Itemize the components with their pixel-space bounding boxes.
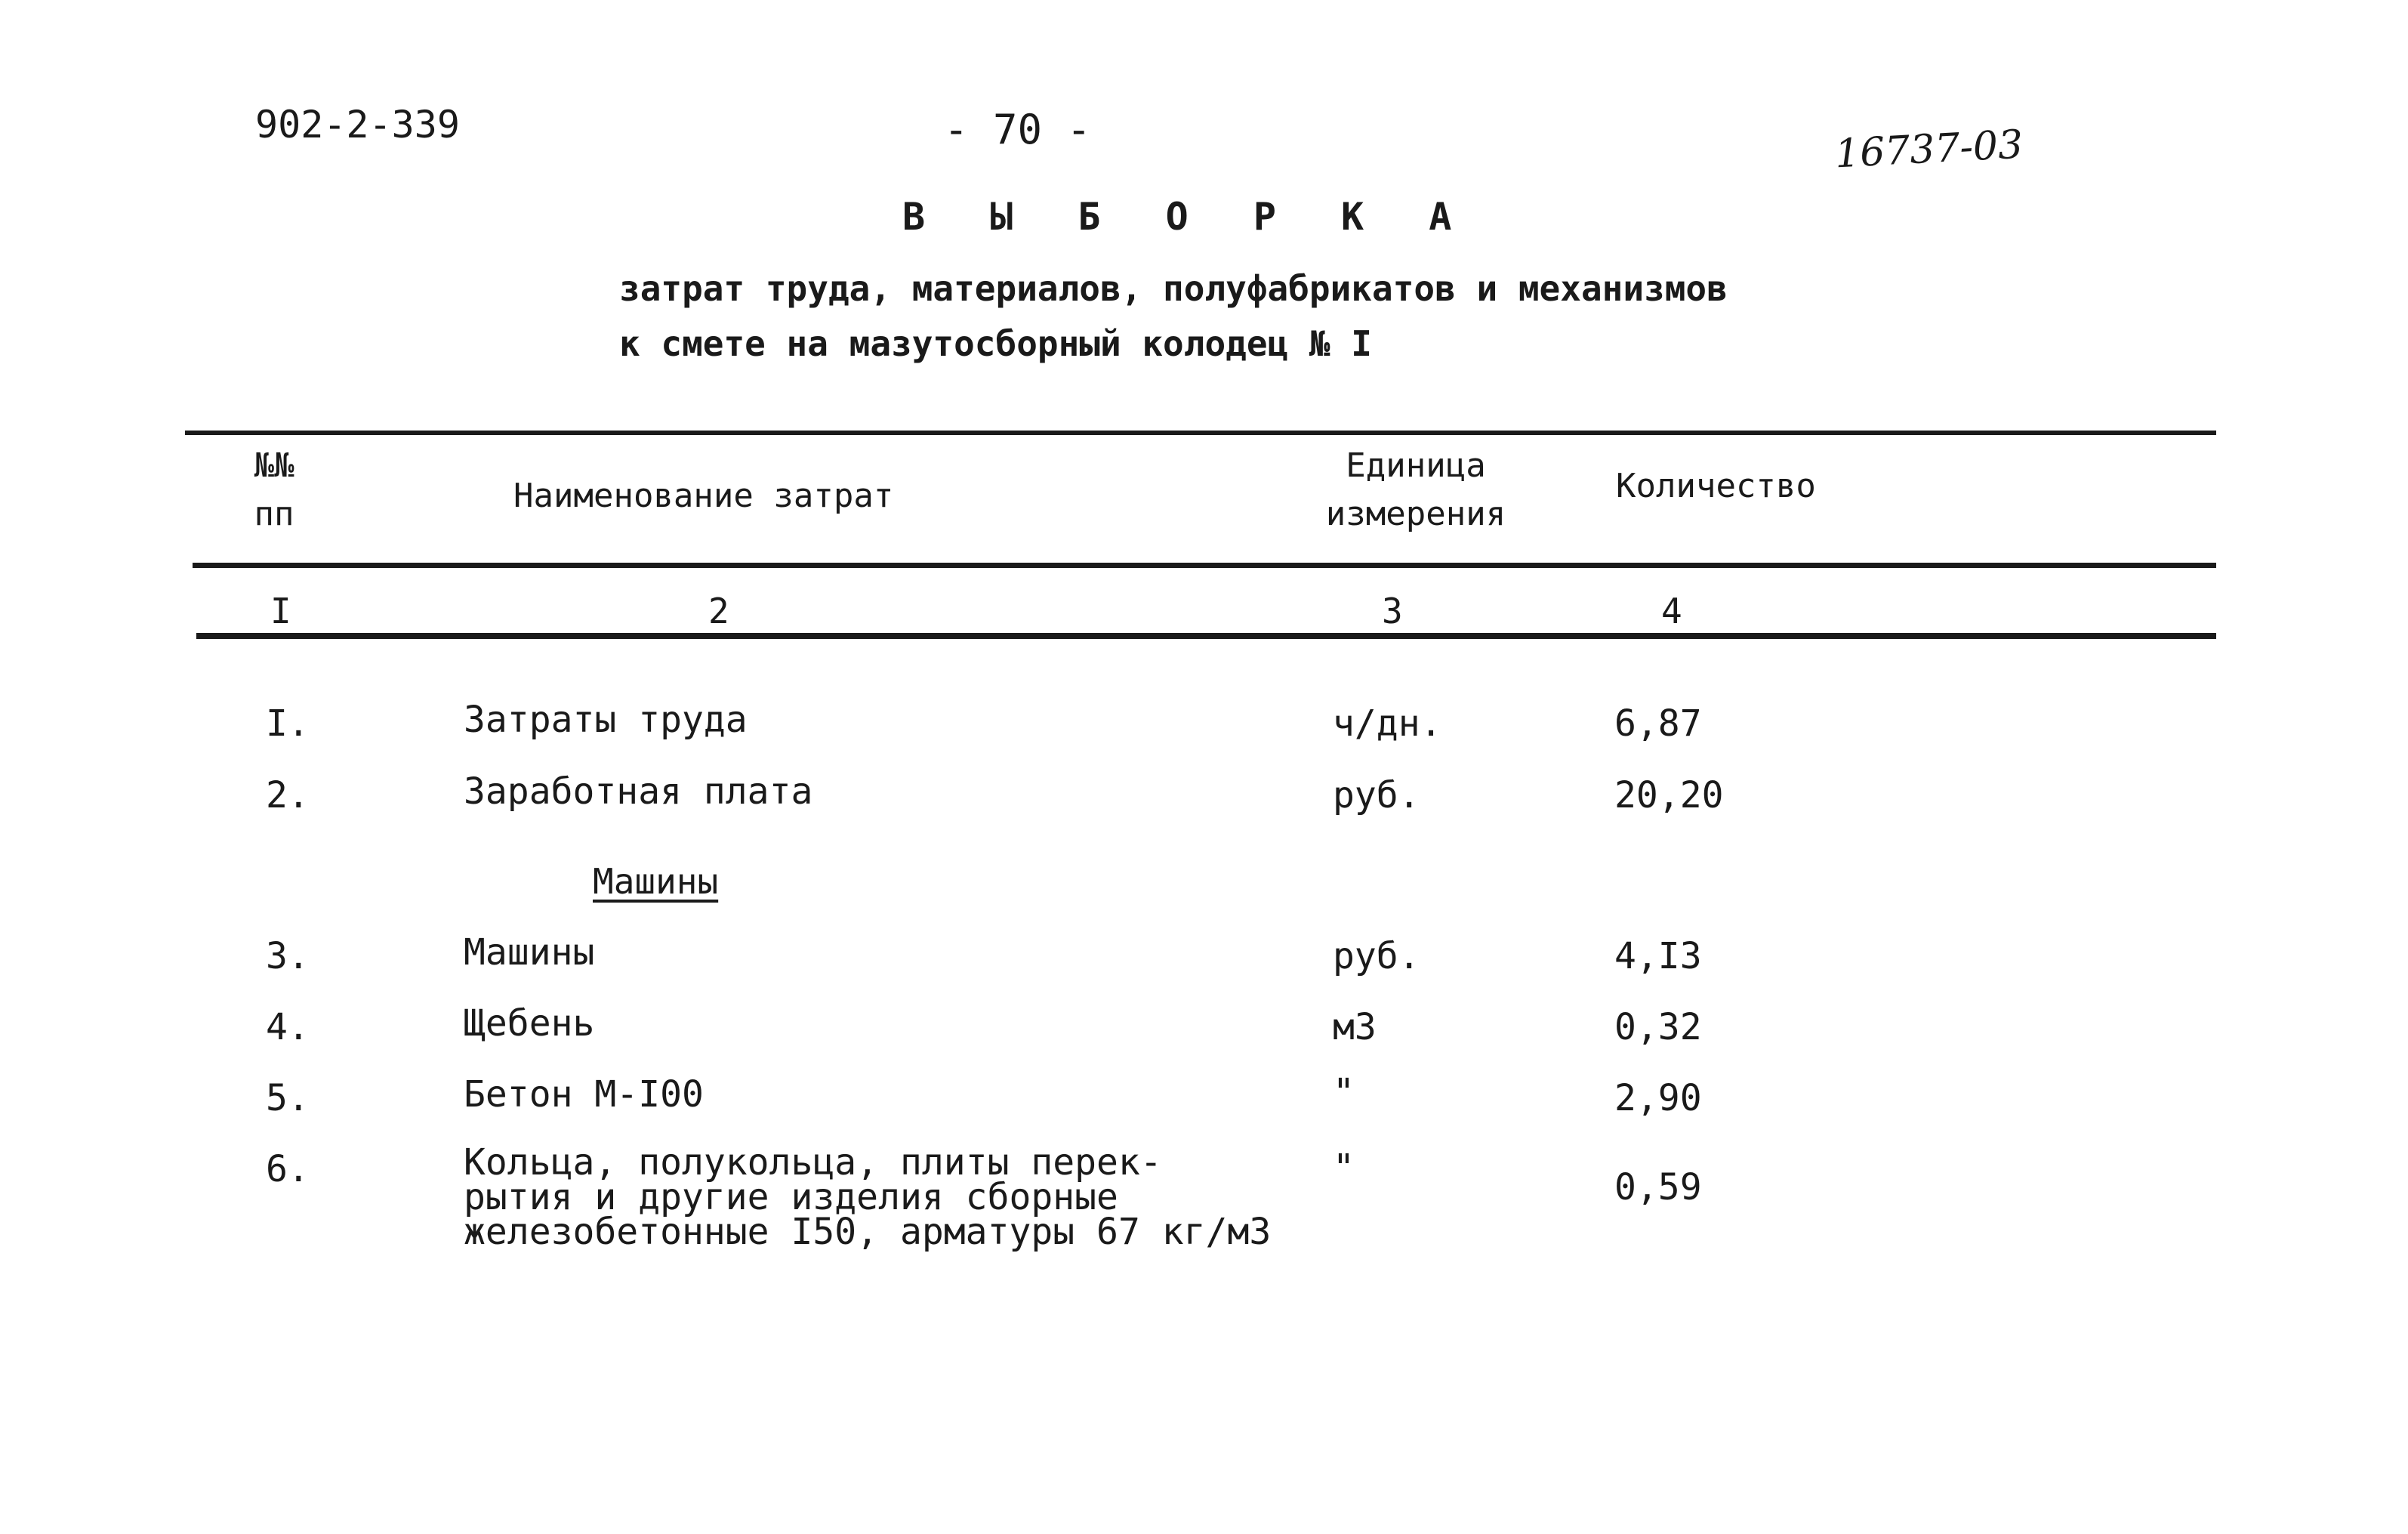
row-4-unit: м3 — [1333, 1006, 1377, 1048]
row-1-name: Затраты труда — [464, 699, 748, 741]
row-2-quantity: 20,20 — [1614, 774, 1724, 816]
row-1-quantity: 6,87 — [1614, 702, 1702, 745]
column-number-1: I — [270, 591, 291, 631]
row-6-unit: " — [1333, 1147, 1355, 1189]
column-number-2: 2 — [708, 591, 729, 631]
archive-number-handwritten: 16737-03 — [1833, 122, 2024, 177]
row-6-name — [464, 1141, 1272, 1253]
row-5-name: Бетон М-I00 — [464, 1073, 704, 1116]
subtitle-line-2: к смете на мазутосборный колодец № I — [619, 323, 1372, 364]
row-5-number: 5. — [266, 1077, 310, 1119]
row-4-name: Щебень — [464, 1002, 595, 1045]
row-3-quantity: 4,I3 — [1614, 935, 1702, 977]
header-name: Наименование затрат — [513, 477, 894, 515]
header-unit-line2: измерения — [1325, 495, 1506, 533]
column-number-4: 4 — [1661, 591, 1682, 631]
row-5-quantity: 2,90 — [1614, 1077, 1702, 1119]
page-number: - 70 - — [944, 106, 1092, 153]
column-number-3: 3 — [1382, 591, 1403, 631]
table-top-rule — [185, 431, 2216, 435]
table-column-numbers-rule — [196, 633, 2216, 639]
header-quantity: Количество — [1616, 467, 1816, 505]
subtitle-line-1: затрат труда, материалов, полуфабрикатов и механизмов — [619, 268, 1728, 309]
row-5-unit: " — [1333, 1071, 1355, 1113]
header-unit-line1: Единица — [1346, 446, 1486, 485]
row-1-unit: ч/дн. — [1333, 702, 1442, 745]
row-1-number: I. — [266, 702, 310, 745]
row-3-unit: руб. — [1333, 935, 1420, 977]
document-code: 902-2-339 — [255, 103, 460, 147]
header-num-line1: №№ — [254, 446, 294, 485]
header-row-number — [248, 442, 301, 539]
document-title: В Ы Б О Р К А — [902, 195, 1473, 239]
row-4-quantity: 0,32 — [1614, 1006, 1702, 1048]
table-header-rule — [193, 563, 2216, 568]
row-6-quantity: 0,59 — [1614, 1166, 1702, 1208]
row-3-number: 3. — [266, 935, 310, 977]
section-heading-machines: Машины — [593, 861, 719, 902]
row-3-name: Машины — [464, 931, 595, 974]
row-6-name-line1: Кольца, полукольца, плиты перек- — [464, 1141, 1162, 1184]
header-num-line2: пп — [254, 495, 294, 533]
row-2-number: 2. — [266, 774, 310, 816]
header-unit — [1310, 442, 1522, 539]
row-2-unit: руб. — [1333, 774, 1420, 816]
row-6-name-line3: железобетонные I50, арматуры 67 кг/м3 — [464, 1211, 1272, 1253]
row-6-number: 6. — [266, 1148, 310, 1190]
row-6-name-line2: рытия и другие изделия сборные — [464, 1176, 1118, 1218]
row-4-number: 4. — [266, 1006, 310, 1048]
row-2-name: Заработная плата — [464, 770, 813, 813]
